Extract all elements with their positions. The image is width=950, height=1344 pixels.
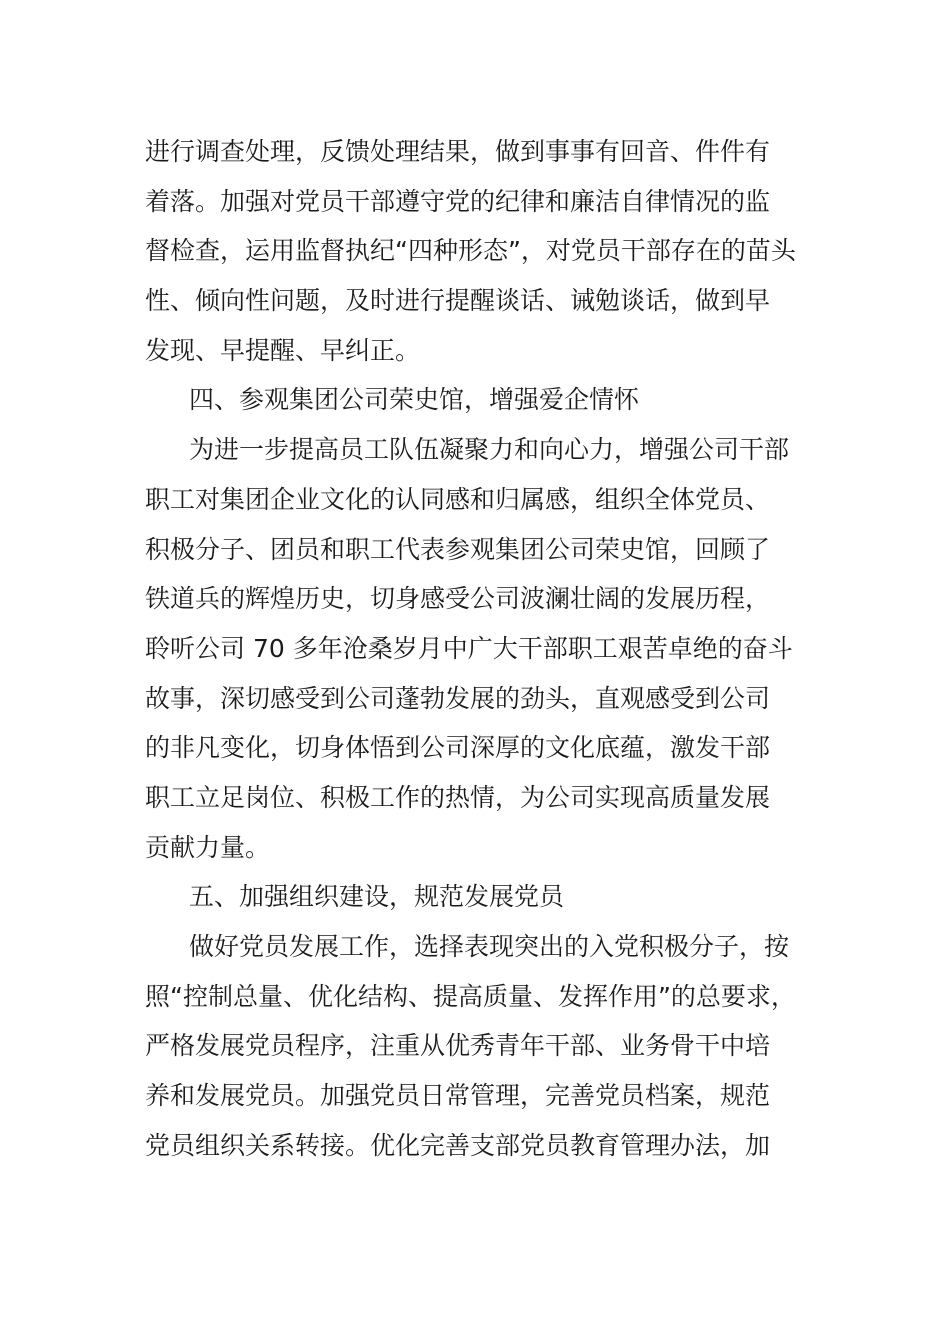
- text-line: 故事，深切感受到公司蓬勃发展的劲头，直观感受到公司: [145, 683, 771, 713]
- text-line: 聆听公司 70 多年沧桑岁月中广大干部职工艰苦卓绝的奋斗: [145, 633, 793, 663]
- document-body: [145, 127, 810, 1170]
- text-line: 贡献力量。: [145, 832, 271, 862]
- text-line: 发现、早提醒、早纠正。: [145, 335, 421, 365]
- text-line: 职工对集团企业文化的认同感和归属感，组织全体党员、: [145, 484, 771, 514]
- text-line: 积极分子、团员和职工代表参观集团公司荣史馆，回顾了: [145, 534, 771, 564]
- text-line: 做好党员发展工作，选择表现突出的入党积极分子，按: [189, 932, 790, 961]
- text-line: 严格发展党员程序，注重从优秀青年干部、业务骨干中培: [145, 1031, 771, 1061]
- text-line: 职工立足岗位、积极工作的热情，为公司实现高质量发展: [145, 782, 771, 812]
- text-line: 督检查，运用监督执纪“四种形态”，对党员干部存在的苗头: [145, 236, 796, 266]
- text-line: 铁道兵的辉煌历史，切身感受公司波澜壮阔的发展历程，: [145, 584, 771, 614]
- text-line: 进行调查处理，反馈处理结果，做到事事有回音、件件有: [145, 137, 771, 166]
- text-line: 照“控制总量、优化结构、提高质量、发挥作用”的总要求，: [145, 981, 796, 1011]
- text-line: 着落。加强对党员干部遵守党的纪律和廉洁自律情况的监: [145, 186, 771, 216]
- section-heading: 五、加强组织建设，规范发展党员: [189, 882, 565, 912]
- text-line: 的非凡变化，切身体悟到公司深厚的文化底蕴，激发干部: [145, 733, 771, 763]
- text-line: 养和发展党员。加强党员日常管理，完善党员档案，规范: [145, 1081, 771, 1111]
- text-line: 党员组织关系转接。优化完善支部党员教育管理办法，加: [145, 1130, 771, 1160]
- section-heading: 四、参观集团公司荣史馆，增强爱企情怀: [189, 385, 640, 415]
- text-line: 性、倾向性问题，及时进行提醒谈话、诫勉谈话，做到早: [145, 286, 771, 316]
- text-line: 为进一步提高员工队伍凝聚力和向心力，增强公司干部: [189, 435, 790, 465]
